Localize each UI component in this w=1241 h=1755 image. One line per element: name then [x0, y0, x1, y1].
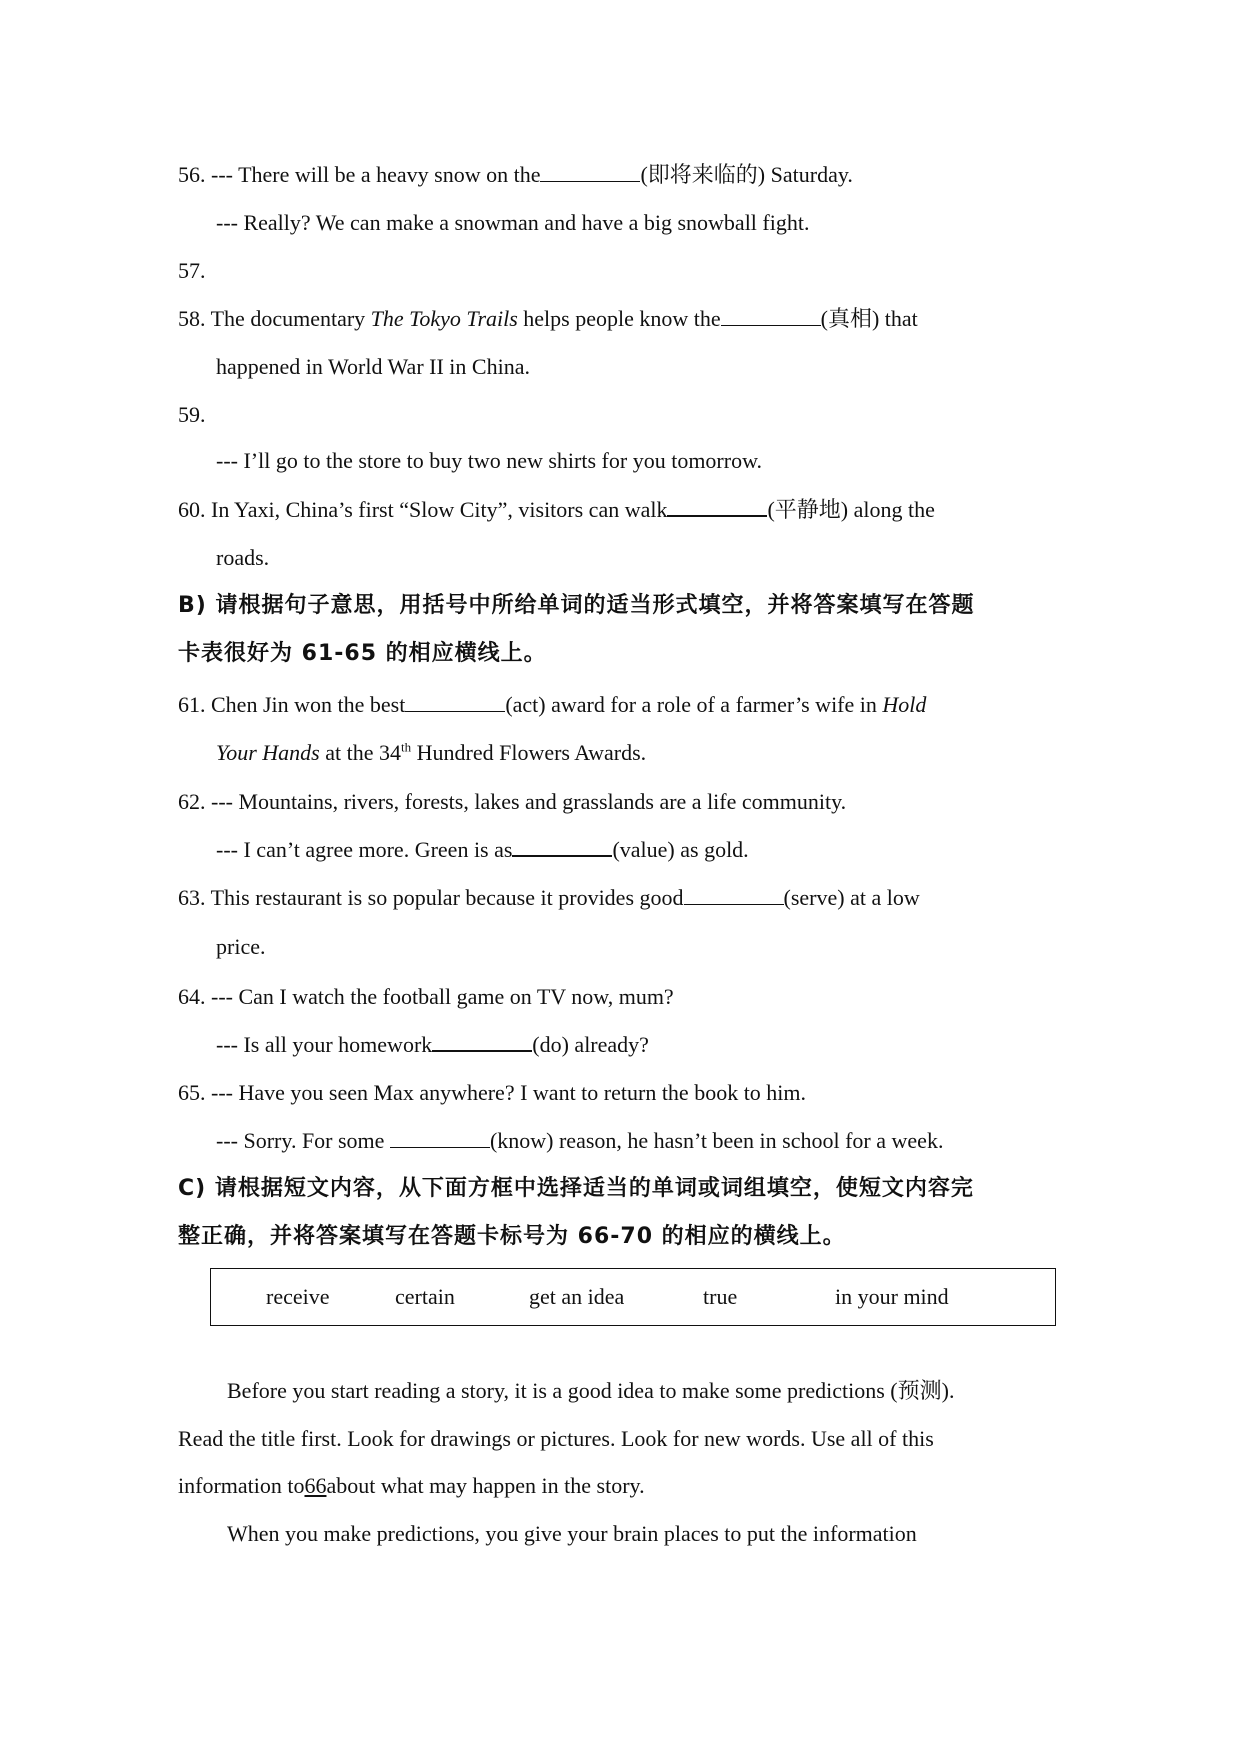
q57-number: 57.: [178, 258, 206, 283]
q60-number: 60.: [178, 497, 206, 522]
word-bank-item: get an idea: [529, 1284, 625, 1309]
blank-66[interactable]: 66: [304, 1473, 327, 1498]
q60-line2: roads.: [216, 545, 270, 570]
q58-title: The Tokyo Trails: [370, 306, 518, 331]
q56-blank[interactable]: [540, 161, 640, 182]
passage-text: information to: [178, 1473, 305, 1498]
q58-text-mid: helps people know the: [517, 306, 721, 331]
q63-line1: [178, 883, 920, 913]
q61-number: 61.: [178, 692, 206, 717]
word-bank-item: receive: [266, 1284, 330, 1309]
q62-blank[interactable]: [512, 835, 612, 857]
q65-hint: (know) reason, he hasn’t been in school for a week.: [489, 1128, 944, 1153]
q62-text: --- Mountains, rivers, forests, lakes and grasslands are a life community.: [211, 789, 847, 814]
q65-text2: --- Sorry. For some: [216, 1128, 390, 1153]
q61-line1: [178, 690, 926, 720]
q58-number: 58.: [178, 306, 206, 331]
q60-text: In Yaxi, China’s first “Slow City”, visitors can walk: [211, 497, 668, 522]
passage-p1-line2: Read the title first. Look for drawings or pictures. Look for new words. Use all of this: [178, 1426, 934, 1451]
q61-text-mid: at the 34: [319, 740, 401, 765]
passage-p1-line1: Before you start reading a story, it is a good idea to make some predictions (预测).: [227, 1378, 955, 1403]
q61-sup: th: [401, 739, 412, 755]
q60-blank[interactable]: [667, 495, 767, 517]
q63-text: This restaurant is so popular because it provides good: [210, 885, 684, 910]
q64-blank[interactable]: [432, 1030, 532, 1052]
q62-line2: [216, 835, 749, 865]
q61-text-post: Hundred Flowers Awards.: [411, 740, 647, 765]
section-b-letter: B): [178, 593, 207, 618]
q65-number: 65.: [178, 1080, 206, 1105]
q58-line2: happened in World War II in China.: [216, 354, 530, 379]
q64-text: --- Can I watch the football game on TV now, mum?: [211, 984, 674, 1009]
passage-p1-line3: [178, 1471, 645, 1501]
q63-hint: (serve) at a low: [783, 885, 920, 910]
q65-blank[interactable]: [390, 1127, 490, 1148]
q61-line2: [216, 738, 646, 768]
q61-blank[interactable]: [405, 691, 505, 712]
q61-text: Chen Jin won the best: [211, 692, 406, 717]
section-c-letter: C): [178, 1176, 207, 1201]
q58-line1: [178, 304, 918, 334]
q60-hint: (平静地) along the: [767, 497, 935, 522]
q62-number: 62.: [178, 789, 206, 814]
q62-line1: [178, 787, 846, 817]
q64-text2: --- Is all your homework: [216, 1032, 433, 1057]
q62-text2: --- I can’t agree more. Green is as: [216, 837, 513, 862]
q56-text: --- There will be a heavy snow on the: [211, 162, 541, 187]
section-b-text1: 请根据句子意思，用括号中所给单词的适当形式填空，并将答案填写在答题: [215, 593, 975, 618]
q59-line2: --- I’ll go to the store to buy two new shirts for you tomorrow.: [216, 448, 763, 473]
q56-line1: [178, 160, 853, 190]
passage-text2: about what may happen in the story.: [326, 1473, 645, 1498]
word-bank-box: [210, 1268, 1056, 1326]
section-c-instruction-line1: [178, 1174, 974, 1204]
q61-hint: (act) award for a role of a farmer’s wife in: [505, 692, 883, 717]
section-b-instruction-line2: 卡表很好为 61-65 的相应横线上。: [178, 641, 547, 666]
q63-blank[interactable]: [684, 884, 784, 905]
q64-number: 64.: [178, 984, 206, 1009]
q60-line1: [178, 495, 935, 525]
section-b-instruction-line1: [178, 591, 975, 621]
q65-line2: [216, 1126, 943, 1156]
q63-line2: price.: [216, 934, 266, 959]
q64-line2: [216, 1030, 649, 1060]
q63-number: 63.: [178, 885, 206, 910]
section-c-instruction-line2: 整正确，并将答案填写在答题卡标号为 66-70 的相应的横线上。: [178, 1224, 846, 1249]
q62-hint: (value) as gold.: [612, 837, 749, 862]
passage-p2-line1: When you make predictions, you give your brain places to put the information: [227, 1521, 917, 1546]
q65-line1: [178, 1078, 806, 1108]
word-bank-item: in your mind: [835, 1284, 949, 1309]
q56-hint: (即将来临的) Saturday.: [640, 162, 853, 187]
q61-title-b: Your Hands: [216, 740, 320, 765]
q65-text: --- Have you seen Max anywhere? I want to return the book to him.: [211, 1080, 807, 1105]
word-bank-item: true: [703, 1284, 738, 1309]
section-c-text1: 请根据短文内容，从下面方框中选择适当的单词或词组填空，使短文内容完: [214, 1176, 974, 1201]
q58-hint: (真相) that: [820, 306, 918, 331]
word-bank-item: certain: [395, 1284, 455, 1309]
q56-number: 56.: [178, 162, 206, 187]
q64-hint: (do) already?: [532, 1032, 649, 1057]
q61-title-a: Hold: [882, 692, 927, 717]
q59-number: 59.: [178, 402, 206, 427]
q58-blank[interactable]: [721, 305, 821, 326]
q64-line1: [178, 982, 674, 1012]
q58-text: The documentary: [210, 306, 371, 331]
q56-line2: --- Really? We can make a snowman and have a big snowball fight.: [216, 210, 810, 235]
